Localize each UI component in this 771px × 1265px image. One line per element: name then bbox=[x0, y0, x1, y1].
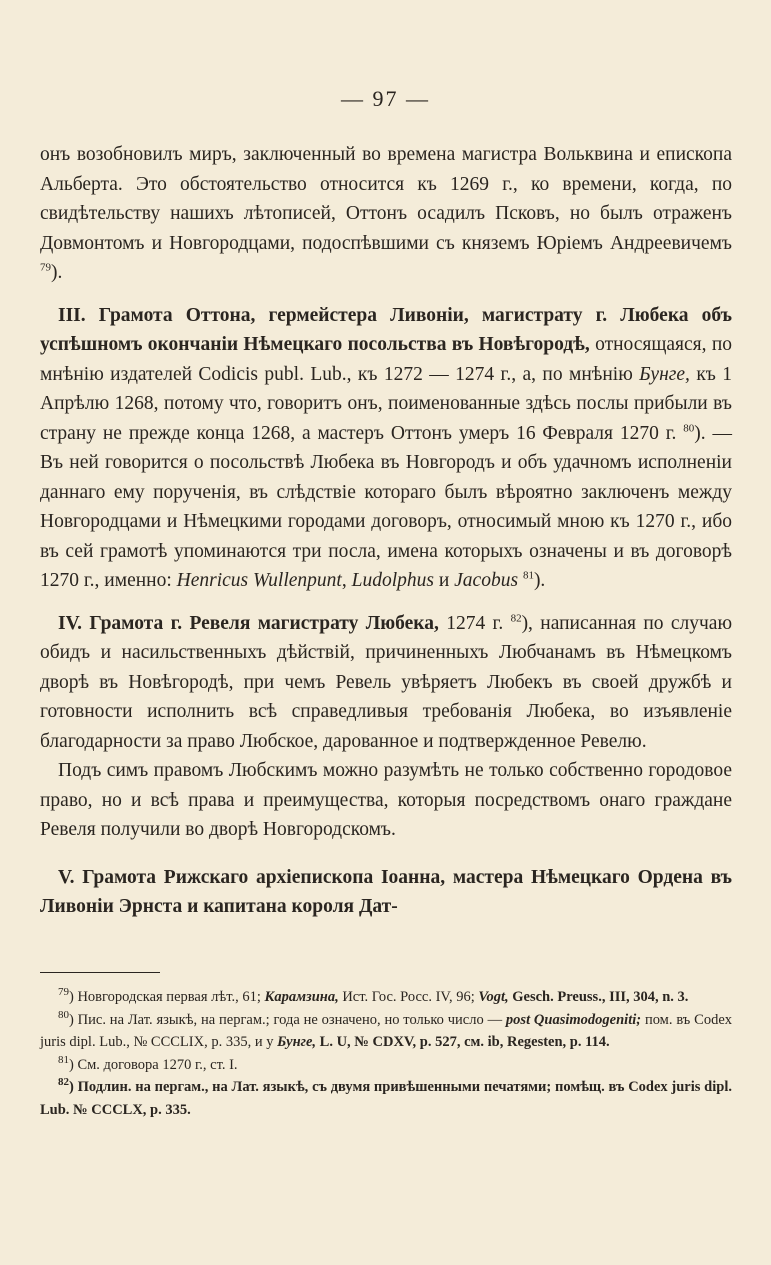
footnote-mark-81: 81 bbox=[58, 1053, 69, 1066]
footnote-80-text-a: ) Пис. на Лат. языкѣ, на пергам.; года не означено, но только число — bbox=[69, 1011, 503, 1028]
conjunction: и bbox=[438, 570, 450, 591]
footnote-ref-80[interactable]: 80 bbox=[683, 422, 695, 434]
paragraph-1-text: онъ возобновилъ миръ, заключенный во времена магистра Вольквина и епископа Альберта. Это обстоятельство относится къ 1269 г., ко времени, когда, по свидѣтельству нашихъ лѣтописей, Оттонъ осадилъ Псковъ, но былъ отраженъ Довмонтомъ и Новгородцами, подоспѣвшими съ княземъ Юріемъ Андреевичемъ bbox=[40, 144, 732, 254]
section-5 bbox=[40, 863, 732, 922]
section-3-end: ). bbox=[533, 570, 546, 591]
footnote-79 bbox=[40, 986, 732, 1009]
name-henricus: Henricus Wullenpunt bbox=[176, 570, 342, 591]
footnote-80-latin: post Quasimodogeniti; bbox=[505, 1011, 642, 1028]
section-4-paragraph-2: Подъ симъ правомъ Любскимъ можно разумѣть не только собственно городовое право, но и всѣ права и преимущества, которыя посредствомъ онаго граждане Ревеля получили во дворѣ Новгородскомъ. bbox=[40, 760, 732, 840]
footnote-ref-81[interactable]: 81 bbox=[522, 569, 534, 582]
footnote-ref-82[interactable]: 82 bbox=[510, 612, 522, 624]
footnote-79-text-c: Ист. Гос. Росс. IV, 96; bbox=[342, 989, 475, 1005]
section-3-text-c: ). — Въ ней говорится о посольствѣ Любека въ Новгородъ и объ удачномъ исполненіи даннаго ему порученія, въ слѣдствіе котораго былъ вѣроятно заключенъ между Новгородцами и Нѣмецкими городами договоръ, относимый мною къ 1270 г., ибо въ сей грамотѣ упоминаются три посла, имена которыхъ означены и въ договорѣ 1270 г., именно: bbox=[40, 422, 733, 591]
footnote-80-text-e: L. U, № CDXV, p. 527, см. ib, Regesten, p. 114. bbox=[319, 1034, 610, 1050]
section-5-number: V. bbox=[58, 866, 75, 888]
main-text bbox=[40, 140, 732, 922]
paragraph-continuation bbox=[40, 140, 732, 288]
footnote-79-text-e: Gesch. Preuss., III, 304, n. 3. bbox=[512, 989, 689, 1005]
footnote-81 bbox=[40, 1054, 732, 1077]
footnote-divider bbox=[40, 972, 160, 973]
section-4-year: 1274 г. bbox=[446, 612, 504, 634]
footnote-82 bbox=[40, 1076, 732, 1121]
section-4-heading: Грамота г. Ревеля магистрату Любека, bbox=[89, 612, 439, 634]
page-number: — 97 — bbox=[341, 86, 430, 111]
footnote-mark-82: 82 bbox=[58, 1076, 69, 1089]
footnote-80-author: Бунге, bbox=[277, 1034, 317, 1050]
section-3-heading: Грамота Оттона, гермейстера Ливоніи, магистрату г. Любека объ успѣшномъ окончаніи Нѣмецкаго посольства въ Новѣгородѣ, bbox=[40, 304, 732, 355]
footnote-81-text: ) См. договора 1270 г., ст. I. bbox=[69, 1056, 238, 1073]
paragraph-1-end: ). bbox=[51, 262, 63, 283]
section-4-number: IV. bbox=[58, 612, 83, 634]
name-jacobus: Jacobus bbox=[454, 570, 519, 591]
footnote-80-text-c: пом. въ Codex juris dipl. Lub., № CCCLIX, p. 335, и у bbox=[40, 1011, 732, 1050]
section-3-number: III. bbox=[58, 304, 86, 326]
footnote-ref-79[interactable]: 79 bbox=[40, 261, 51, 274]
footnote-80 bbox=[40, 1009, 732, 1054]
footnote-mark-79: 79 bbox=[58, 986, 69, 999]
footnote-mark-80: 80 bbox=[58, 1008, 69, 1021]
section-4 bbox=[40, 609, 732, 757]
footnote-82-text: ) Подлин. на пергам., на Лат. языкѣ, съ двумя привѣшенными печатями; помѣщ. въ Codex juris dipl. Lub. № CCCLX, p. 335. bbox=[40, 1079, 732, 1118]
section-3-text-a: относящаяся, по мнѣнію издателей Codicis publ. Lub., къ 1272 — 1274 г., а, по мнѣнію bbox=[40, 334, 733, 385]
author-bunge: Бунге, bbox=[639, 363, 690, 385]
section-3: III. Грамота Оттона, гермейстера Ливоніи, магистрату г. Любека объ успѣшномъ окончаніи Нѣмецкаго посольства въ Новѣгородѣ, относящаяся, по мнѣнію издателей Codicis publ. Lub., къ 1272 — 1274 г., а, по мнѣнію Бунге, къ 1 Апрѣлю 1268, потому что, говоритъ онъ, поименованные здѣсь послы прибыли въ страну не прежде конца 1268, а мастеръ Оттонъ умеръ 16 Февраля 1270 г. $^{80}$). — Въ ней говорится о посольствѣ Любека въ Новгородъ и объ удачномъ исполненіи даннаго ему порученія, въ слѣдствіе котораго былъ вѣроятно заключенъ между Новгородцами и Нѣмецкими городами договоръ, относимый мною къ 1270 г., ибо въ сей грамотѣ упоминаются три посла, имена которыхъ означены и въ договорѣ 1270 г., именно: Henricus Wullenpunt, Ludolphus и Jacobus $^{81}$). bbox=[40, 304, 733, 591]
section-5-heading: Грамота Рижскаго архіепископа Іоанна, мастера Нѣмецкаго Ордена въ Ливоніи Эрнста и капитана короля Дат- bbox=[40, 866, 733, 917]
section-4-text: ), написанная по случаю обидъ и насильственныхъ дѣйствій, причиненныхъ Любчанамъ въ Нѣмецкомъ дворѣ въ Новѣгородѣ, при чемъ Ревель увѣряетъ Любекъ въ своей дружбѣ и готовности исполнить всѣ справедливыя требованія Любека, во изъявленіе благодарности за право Любское, дарованное и подтвержденное Ревелю. bbox=[40, 612, 733, 752]
footnotes bbox=[40, 986, 732, 1121]
name-ludolphus: Ludolphus bbox=[351, 570, 434, 591]
footnote-79-vogt: Vogt, bbox=[478, 989, 509, 1005]
footnote-79-author: Карамзина, bbox=[264, 989, 339, 1005]
section-3-text-b: къ 1 Апрѣлю 1268, потому что, говоритъ онъ, поименованные здѣсь послы прибыли въ страну не прежде конца 1268, а мастеръ Оттонъ умеръ 16 Февраля 1270 г. bbox=[40, 363, 733, 444]
footnote-79-text-a: ) Новгородская первая лѣт., 61; bbox=[69, 989, 261, 1005]
